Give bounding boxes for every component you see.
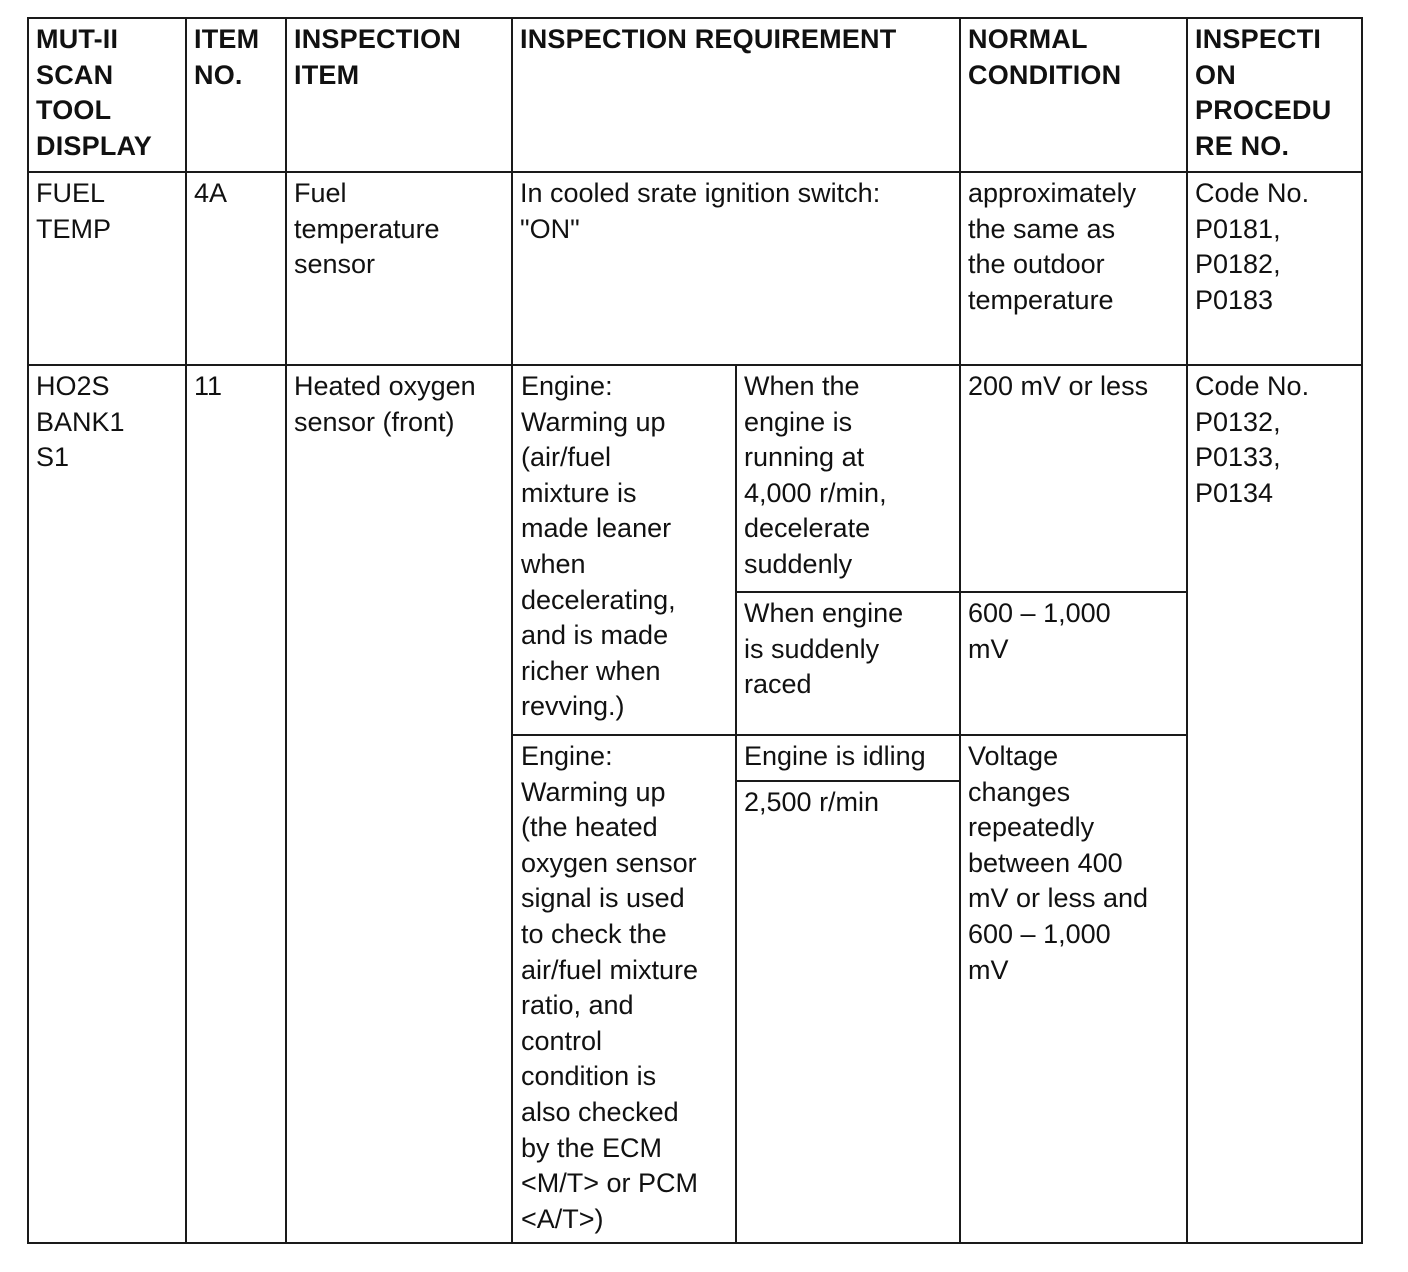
cell-normal: approximately the same as the outdoor temperature — [960, 172, 1187, 365]
cell-procedure: Code No. P0181, P0182, P0183 — [1187, 172, 1362, 365]
header-item-no: ITEM NO. — [186, 18, 286, 172]
header-scan-tool-display: MUT-II SCAN TOOL DISPLAY — [28, 18, 186, 172]
header-row — [28, 18, 1362, 172]
header-normal-condition: NORMAL CONDITION — [960, 18, 1187, 172]
cell-item-no: 11 — [186, 365, 286, 1243]
cell-item: Heated oxygen sensor (front) — [286, 365, 512, 1243]
cell-condition: Engine: Warming up (air/fuel mixture is made leaner when decelerating, and is made richer when revving.) — [512, 365, 736, 735]
cell-normal: 600 – 1,000 mV — [960, 592, 1187, 735]
table-row — [28, 365, 1362, 592]
cell-display: HO2S BANK1 S1 — [28, 365, 186, 1243]
cell-display: FUEL TEMP — [28, 172, 186, 365]
cell-item-no: 4A — [186, 172, 286, 365]
cell-procedure: Code No. P0132, P0133, P0134 — [1187, 365, 1362, 1243]
cell-condition: Engine: Warming up (the heated oxygen sensor signal is used to check the air/fuel mixture ratio, and control condition is also checked by the ECM <M/T> or PCM <A/T>) — [512, 735, 736, 1243]
header-inspection-requirement: INSPECTION REQUIREMENT — [512, 18, 960, 172]
cell-requirement: In cooled srate ignition switch: "ON" — [512, 172, 960, 365]
header-inspection-procedure: INSPECTI ON PROCEDU RE NO. — [1187, 18, 1362, 172]
cell-requirement: When engine is suddenly raced — [736, 592, 960, 735]
cell-item: Fuel temperature sensor — [286, 172, 512, 365]
header-inspection-item: INSPECTION ITEM — [286, 18, 512, 172]
cell-requirement: Engine is idling — [736, 735, 960, 781]
cell-normal: Voltage changes repeatedly between 400 mV or less and 600 – 1,000 mV — [960, 735, 1187, 1243]
cell-normal: 200 mV or less — [960, 365, 1187, 592]
inspection-table — [27, 17, 1363, 1244]
table-row — [28, 172, 1362, 365]
cell-requirement: When the engine is running at 4,000 r/min, decelerate suddenly — [736, 365, 960, 592]
cell-requirement: 2,500 r/min — [736, 781, 960, 1243]
